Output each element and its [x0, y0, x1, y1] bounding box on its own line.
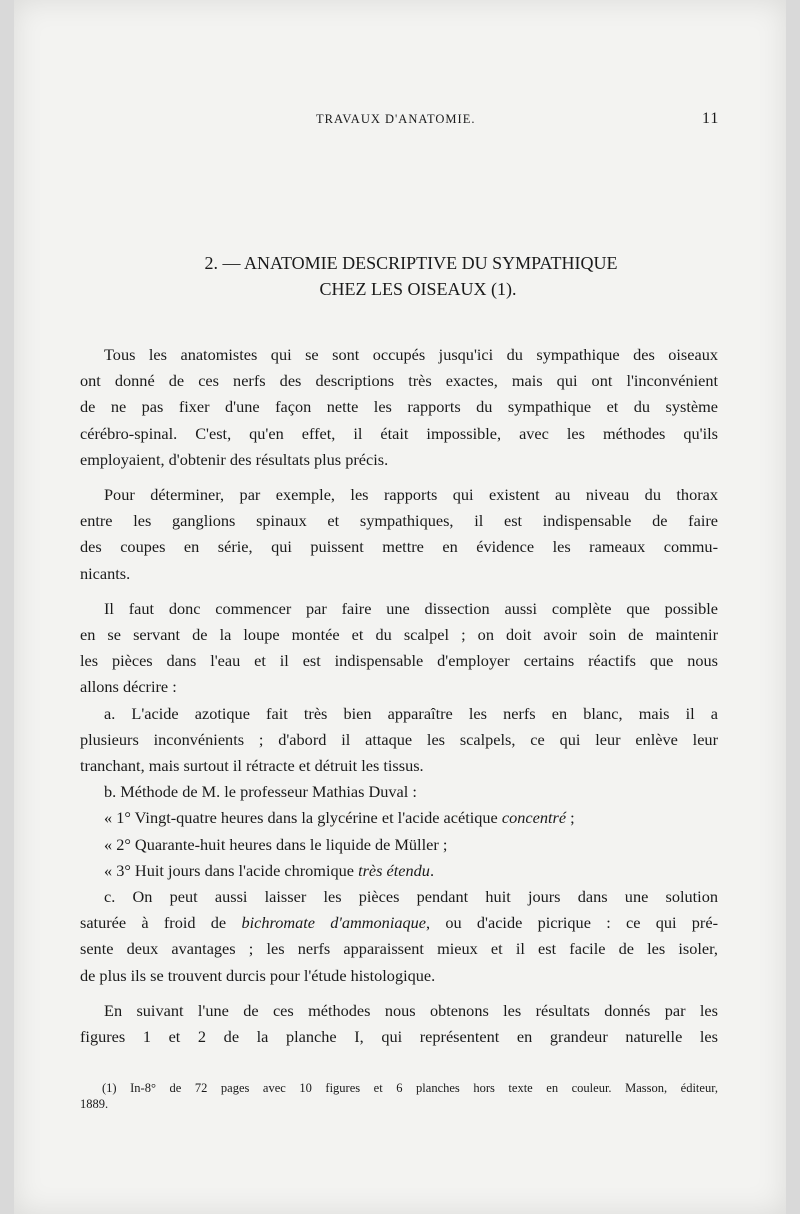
paragraph-method-a [80, 701, 718, 780]
text-line: ont donné de ces nerfs des descriptions très exactes, mais qui ont l'inconvénient [80, 371, 718, 391]
method-step-2 [80, 832, 718, 858]
text-line: plusieurs inconvénients ; d'abord il attaque les scalpels, ce qui leur enlève leur [80, 729, 718, 749]
text-line: de plus ils se trouvent durcis pour l'étude histologique. [80, 965, 436, 985]
running-title: TRAVAUX D'ANATOMIE. [316, 112, 476, 126]
method-step-1 [80, 805, 718, 831]
step-text: « 1° Vingt-quatre heures dans la glycérine et l'acide acétique [104, 808, 502, 828]
footnote [80, 1080, 718, 1112]
text-line: c. On peut aussi laisser les pièces pendant huit jours dans une solution [104, 887, 718, 907]
section-heading-line-2: CHEZ LES OISEAUX (1). [319, 279, 517, 299]
text-line: tranchant, mais surtout il rétracte et détruit les tissus. [80, 756, 424, 776]
text-line: b. Méthode de M. le professeur Mathias Duval : [104, 782, 417, 802]
paragraph-method-c [80, 884, 718, 989]
text-line: en se servant de la loupe montée et du scalpel ; on doit avoir soin de maintenir [80, 625, 718, 645]
text-line: employaient, d'obtenir des résultats plus précis. [80, 449, 389, 469]
paragraph-intro [80, 342, 718, 473]
footnote-line: (1) In-8° de 72 pages avec 10 figures et 6 planches hors texte en couleur. Masson, éditeur, [102, 1081, 718, 1095]
text-line: des coupes en série, qui puissent mettre en évidence les rameaux commu- [80, 537, 718, 557]
step-tail: . [429, 860, 435, 880]
text-line: Tous les anatomistes qui se sont occupés jusqu'ici du sympathique des oiseaux [104, 345, 718, 364]
text-line: cérébro-spinal. C'est, qu'en effet, il était impossible, avec les méthodes qu'ils [80, 423, 718, 443]
text-line: de ne pas fixer d'une façon nette les rapports du sympathique et du système [80, 397, 718, 417]
text-line: a. L'acide azotique fait très bien apparaître les nerfs en blanc, mais il a [104, 703, 718, 723]
text-line: nicants. [80, 563, 131, 583]
body-text [80, 342, 718, 1050]
text-line: Il faut donc commencer par faire une dissection aussi complète que possible [104, 598, 718, 618]
book-page [14, 0, 786, 1214]
method-step-3 [80, 858, 718, 884]
paragraph-method-b [80, 779, 718, 805]
step-tail: ; [566, 808, 575, 828]
step-text: « 3° Huit jours dans l'acide chromique [104, 860, 359, 880]
text-line: les pièces dans l'eau et il est indispensable d'employer certains réactifs que nous [80, 651, 718, 671]
text-line: entre les ganglions spinaux et sympathiques, il est indispensable de faire [80, 511, 718, 531]
step-text: « 2° Quarante-huit heures dans le liquide de Müller ; [104, 834, 448, 854]
paragraph-results [80, 998, 718, 1050]
section-heading-line-1: 2. — ANATOMIE DESCRIPTIVE DU SYMPATHIQUE [204, 253, 618, 273]
reagent-name: bichromate d'ammoniaque [241, 913, 426, 933]
text-line: Pour déterminer, par exemple, les rapports qui existent au niveau du thorax [104, 485, 718, 505]
text-line: En suivant l'une de ces méthodes nous obtenons les résultats donnés par les [104, 1000, 718, 1020]
paragraph-dissection [80, 596, 718, 701]
text-line: figures 1 et 2 de la planche I, qui représentent en grandeur naturelle les [80, 1027, 718, 1047]
text-line: sente deux avantages ; les nerfs apparaissent mieux et il est facile de les isoler, [80, 939, 718, 959]
footnote-line: 1889. [80, 1097, 109, 1111]
paragraph-thorax [80, 482, 718, 587]
text-line: allons décrire : [80, 677, 177, 697]
text-line: saturée à froid de bichromate d'ammoniaque, ou d'acide picrique : ce qui pré- [80, 913, 718, 933]
page-number: 11 [702, 110, 720, 127]
step-emphasis: très étendu [358, 860, 430, 880]
step-emphasis: concentré [501, 808, 567, 828]
